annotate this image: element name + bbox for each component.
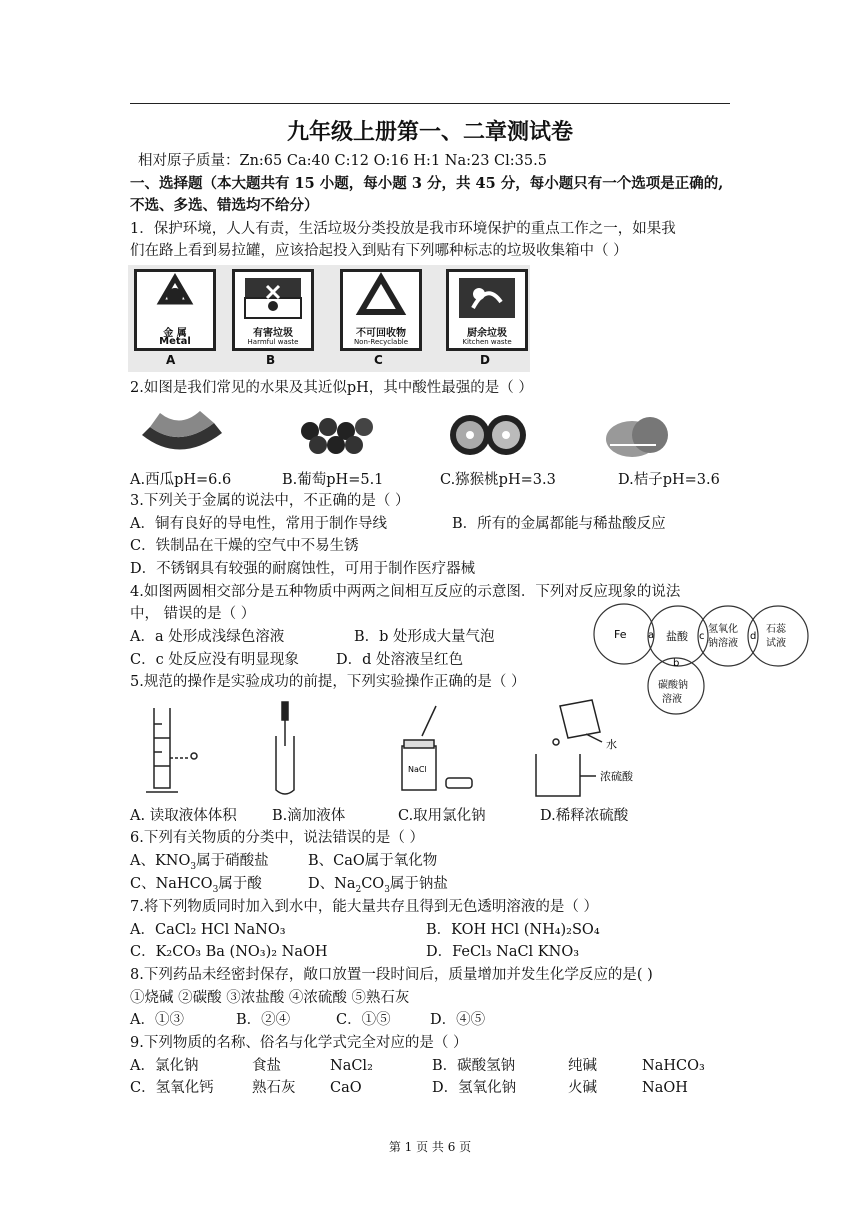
q9-option-c-formula: CaO [330, 1080, 362, 1096]
sign-c-letter: C [374, 353, 383, 367]
q9-option-d-formula: NaOH [642, 1080, 688, 1096]
q7-stem: 7.将下列物质同时加入到水中，能大量共存且得到无色透明溶液的是（ ） [130, 899, 598, 915]
sign-d-letter: D [480, 353, 490, 367]
q9-option-b-formula: NaHCO₃ [642, 1058, 705, 1074]
sign-c: 不可回收物 Non-Recyclable [340, 269, 422, 351]
metal-recycle-icon [137, 272, 213, 324]
harmful-waste-icon [235, 272, 311, 324]
section-heading-line1: 一、选择题（本大题共有 15 小题，每小题 3 分，共 45 分，每小题只有一个选项是正确的, [130, 175, 724, 192]
q8-items: ①烧碱 ②碳酸 ③浓盐酸 ④浓硫酸 ⑤熟石灰 [130, 990, 410, 1006]
q6-option-a: A、$KNO_3$属于硝酸盐 [130, 853, 269, 872]
q7-option-c: C．K₂CO₃ Ba (NO₃)₂ NaOH [130, 944, 328, 960]
page-footer: 第 1 页 共 6 页 [388, 1140, 472, 1154]
q4-option-c: C．c 处反应没有明显现象 [130, 652, 299, 668]
q8-option-b: B．②④ [236, 1012, 291, 1028]
q4-stem-line2: 中， 错误的是（ ） [130, 606, 256, 622]
q5-option-d: D.稀释浓硫酸 [540, 808, 629, 824]
q4-option-a: A．a 处形成浅绿色溶液 [130, 629, 285, 645]
grapes-icon [301, 418, 373, 454]
q1-sign-panel [128, 265, 530, 372]
na2co3-label-1: 碳酸钠 [658, 680, 688, 691]
q8-option-c: C．①⑤ [336, 1012, 391, 1028]
q9-option-d-name: D．氢氧化钠 [432, 1080, 517, 1096]
q6-option-b: B、CaO属于氧化物 [308, 853, 438, 869]
fruit-images [140, 405, 740, 465]
graduated-cylinder-icon [146, 708, 197, 792]
q1-stem-line1: 1．保护环境，人人有责，生活垃圾分类投放是我市环境保护的重点工作之一，如果我 [130, 221, 676, 237]
dilute-acid-icon [536, 700, 602, 796]
q3-option-b: B．所有的金属都能与稀盐酸反应 [452, 516, 666, 532]
q5-option-a: A. 读取液体体积 [130, 808, 237, 824]
region-c-label: c [699, 631, 705, 642]
q4-option-b: B．b 处形成大量气泡 [354, 629, 495, 645]
tangerine-icon [606, 417, 668, 457]
section-heading-line2: 不选、多选、错选均不给分） [130, 197, 319, 214]
q9-option-c-common: 熟石灰 [252, 1080, 296, 1096]
q3-option-a: A．铜有良好的导电性，常用于制作导线 [130, 516, 387, 532]
sign-b-letter: B [266, 353, 276, 367]
region-d-label: d [750, 631, 757, 642]
q5-stem: 5.规范的操作是实验成功的前提，下列实验操作正确的是（ ） [130, 674, 526, 690]
q8-stem: 8.下列药品未经密封保存，敞口放置一段时间后，质量增加并发生化学反应的是( ) [130, 967, 653, 983]
q3-stem: 3.下列关于金属的说法中，不正确的是（ ） [130, 493, 410, 509]
litmus-label-1: 石蕊 [766, 624, 786, 635]
q2-option-d: D.桔子pH=3.6 [618, 472, 720, 488]
kitchen-waste-icon [449, 272, 525, 324]
q3-option-d: D．不锈钢具有较强的耐腐蚀性，可用于制作医疗器械 [130, 561, 476, 577]
fe-label: Fe [614, 628, 627, 641]
q2-stem: 2.如图是我们常见的水果及其近似pH，其中酸性最强的是（ ） [130, 380, 533, 396]
q5-option-c: C.取用氯化钠 [398, 808, 486, 824]
top-rule [130, 103, 730, 104]
non-recyclable-icon [343, 272, 419, 324]
q6-option-d: D、$Na_2CO_3$属于钠盐 [308, 876, 448, 895]
nacl-jar-label: NaCl [408, 765, 427, 774]
q9-option-d-common: 火碱 [568, 1080, 597, 1096]
q8-option-d: D．④⑤ [430, 1012, 486, 1028]
q9-option-b-name: B．碳酸氢钠 [432, 1058, 516, 1074]
acid-label: 浓硫酸 [600, 770, 633, 783]
naoh-label-1: 氢氧化 [708, 624, 738, 635]
na2co3-label-2: 溶液 [662, 694, 682, 705]
q1-stem-line2: 们在路上看到易拉罐，应该拾起投入到贴有下列哪种标志的垃圾收集箱中（ ） [130, 243, 628, 259]
sign-d: 厨余垃圾 Kitchen waste [446, 269, 528, 351]
q2-option-a: A.西瓜pH=6.6 [130, 472, 232, 488]
litmus-label-2: 试液 [766, 638, 786, 649]
q9-option-a-common: 食盐 [252, 1058, 281, 1074]
naoh-label-2: 钠溶液 [708, 638, 738, 649]
q7-option-b: B．KOH HCl (NH₄)₂SO₄ [426, 922, 600, 938]
q9-option-a-formula: NaCl₂ [330, 1058, 373, 1074]
q7-option-a: A．CaCl₂ HCl NaNO₃ [130, 922, 286, 938]
watermelon-icon [142, 411, 222, 450]
q8-option-a: A．①③ [130, 1012, 184, 1028]
q9-option-b-common: 纯碱 [568, 1058, 597, 1074]
q2-option-c: C.猕猴桃pH=3.3 [440, 472, 556, 488]
kiwi-icon [450, 415, 526, 455]
hcl-label: 盐酸 [666, 630, 688, 643]
q5-option-b: B.滴加液体 [272, 808, 346, 824]
sign-b: 有害垃圾 Harmful waste [232, 269, 314, 351]
q9-stem: 9.下列物质的名称、俗名与化学式完全对应的是（ ） [130, 1035, 468, 1051]
q6-option-c: C、NaHCO$_3$属于酸 [130, 876, 262, 895]
sign-a: 金 属 Metal [134, 269, 216, 351]
dropper-test-tube-icon [276, 702, 294, 794]
page-title: 九年级上册第一、二章测试卷 [286, 119, 573, 145]
region-b-label: b [673, 658, 680, 669]
nacl-jar-icon [402, 706, 472, 790]
q6-stem: 6.下列有关物质的分类中，说法错误的是（ ） [130, 830, 424, 846]
water-label: 水 [606, 738, 617, 751]
atomic-mass-line: 相对原子质量：Zn:65 Ca:40 C:12 O:16 H:1 Na:23 Cl:35.5 [138, 153, 547, 169]
q4-option-d: D．d 处溶液呈红色 [336, 652, 464, 668]
q3-option-c: C．铁制品在干燥的空气中不易生锈 [130, 538, 359, 554]
q2-option-b: B.葡萄pH=5.1 [282, 472, 384, 488]
q9-option-a-name: A．氯化钠 [130, 1058, 199, 1074]
q9-option-c-name: C．氢氧化钙 [130, 1080, 214, 1096]
sign-a-letter: A [166, 353, 176, 367]
region-a-label: a [648, 630, 655, 641]
q7-option-d: D．FeCl₃ NaCl KNO₃ [426, 944, 580, 960]
q4-stem-line1: 4.如图两圆相交部分是五种物质中两两之间相互反应的示意图．下列对反应现象的说法 [130, 584, 681, 600]
lab-operations-images [140, 696, 660, 804]
